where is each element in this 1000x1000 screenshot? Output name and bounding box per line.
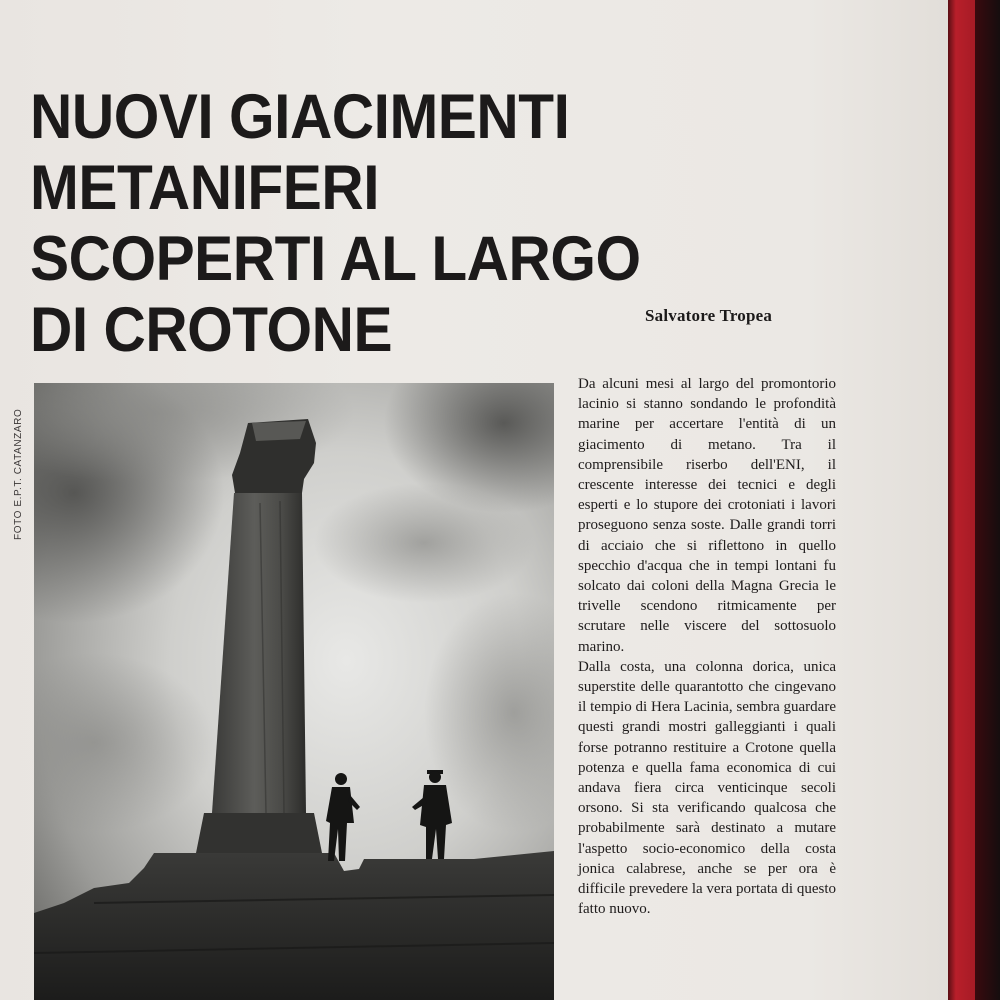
body-paragraph: Dalla costa, una colonna dorica, unica superstite delle quarantotto che cingevano il tempio di Hera Lacinia, sembra guardare questi grandi mostri galleggianti i quali forse potranno restituire a Crotone quella potenza e quella fama economica di cui andava fiera circa venticinque secoli orsono. Si sta verificando qualcosa che probabilmente sarà destinato a mutare l'aspetto socio-economico della costa jonica calabrese, anche se per ora è difficile prevedere la vera portata di questo fatto nuovo. <box>578 658 836 918</box>
headline-line: SCOPERTI AL LARGO <box>30 224 641 294</box>
headline-line: DI CROTONE <box>30 295 393 365</box>
article-headline <box>30 82 641 366</box>
article-body <box>578 374 836 919</box>
binding-shadow <box>975 0 1000 1000</box>
headline-line: NUOVI GIACIMENTI <box>30 82 570 152</box>
body-paragraph: Da alcuni mesi al largo del promontorio lacinio si stanno sondando le profondità marine per accertare l'entità di un giacimento di metano. Tra il comprensibile riserbo dell'ENI, il crescente interesse dei tecnici e degli esperti e lo stupore dei crotoniati i lavori proseguono senza soste. Dalle grandi torri di acciaio che si riflettono in quello specchio d'acqua che in tempi lontani fu solcato dai coloni della Magna Grecia le trivelle scendono ritmicamente per scrutare nelle viscere del sottosuolo marino. <box>578 376 836 655</box>
headline-line: METANIFERI <box>30 153 380 223</box>
article-author: Salvatore Tropea <box>645 306 773 325</box>
doric-column-photo <box>34 383 554 1000</box>
photo-credit: FOTO E.P.T. CATANZARO <box>13 408 24 540</box>
